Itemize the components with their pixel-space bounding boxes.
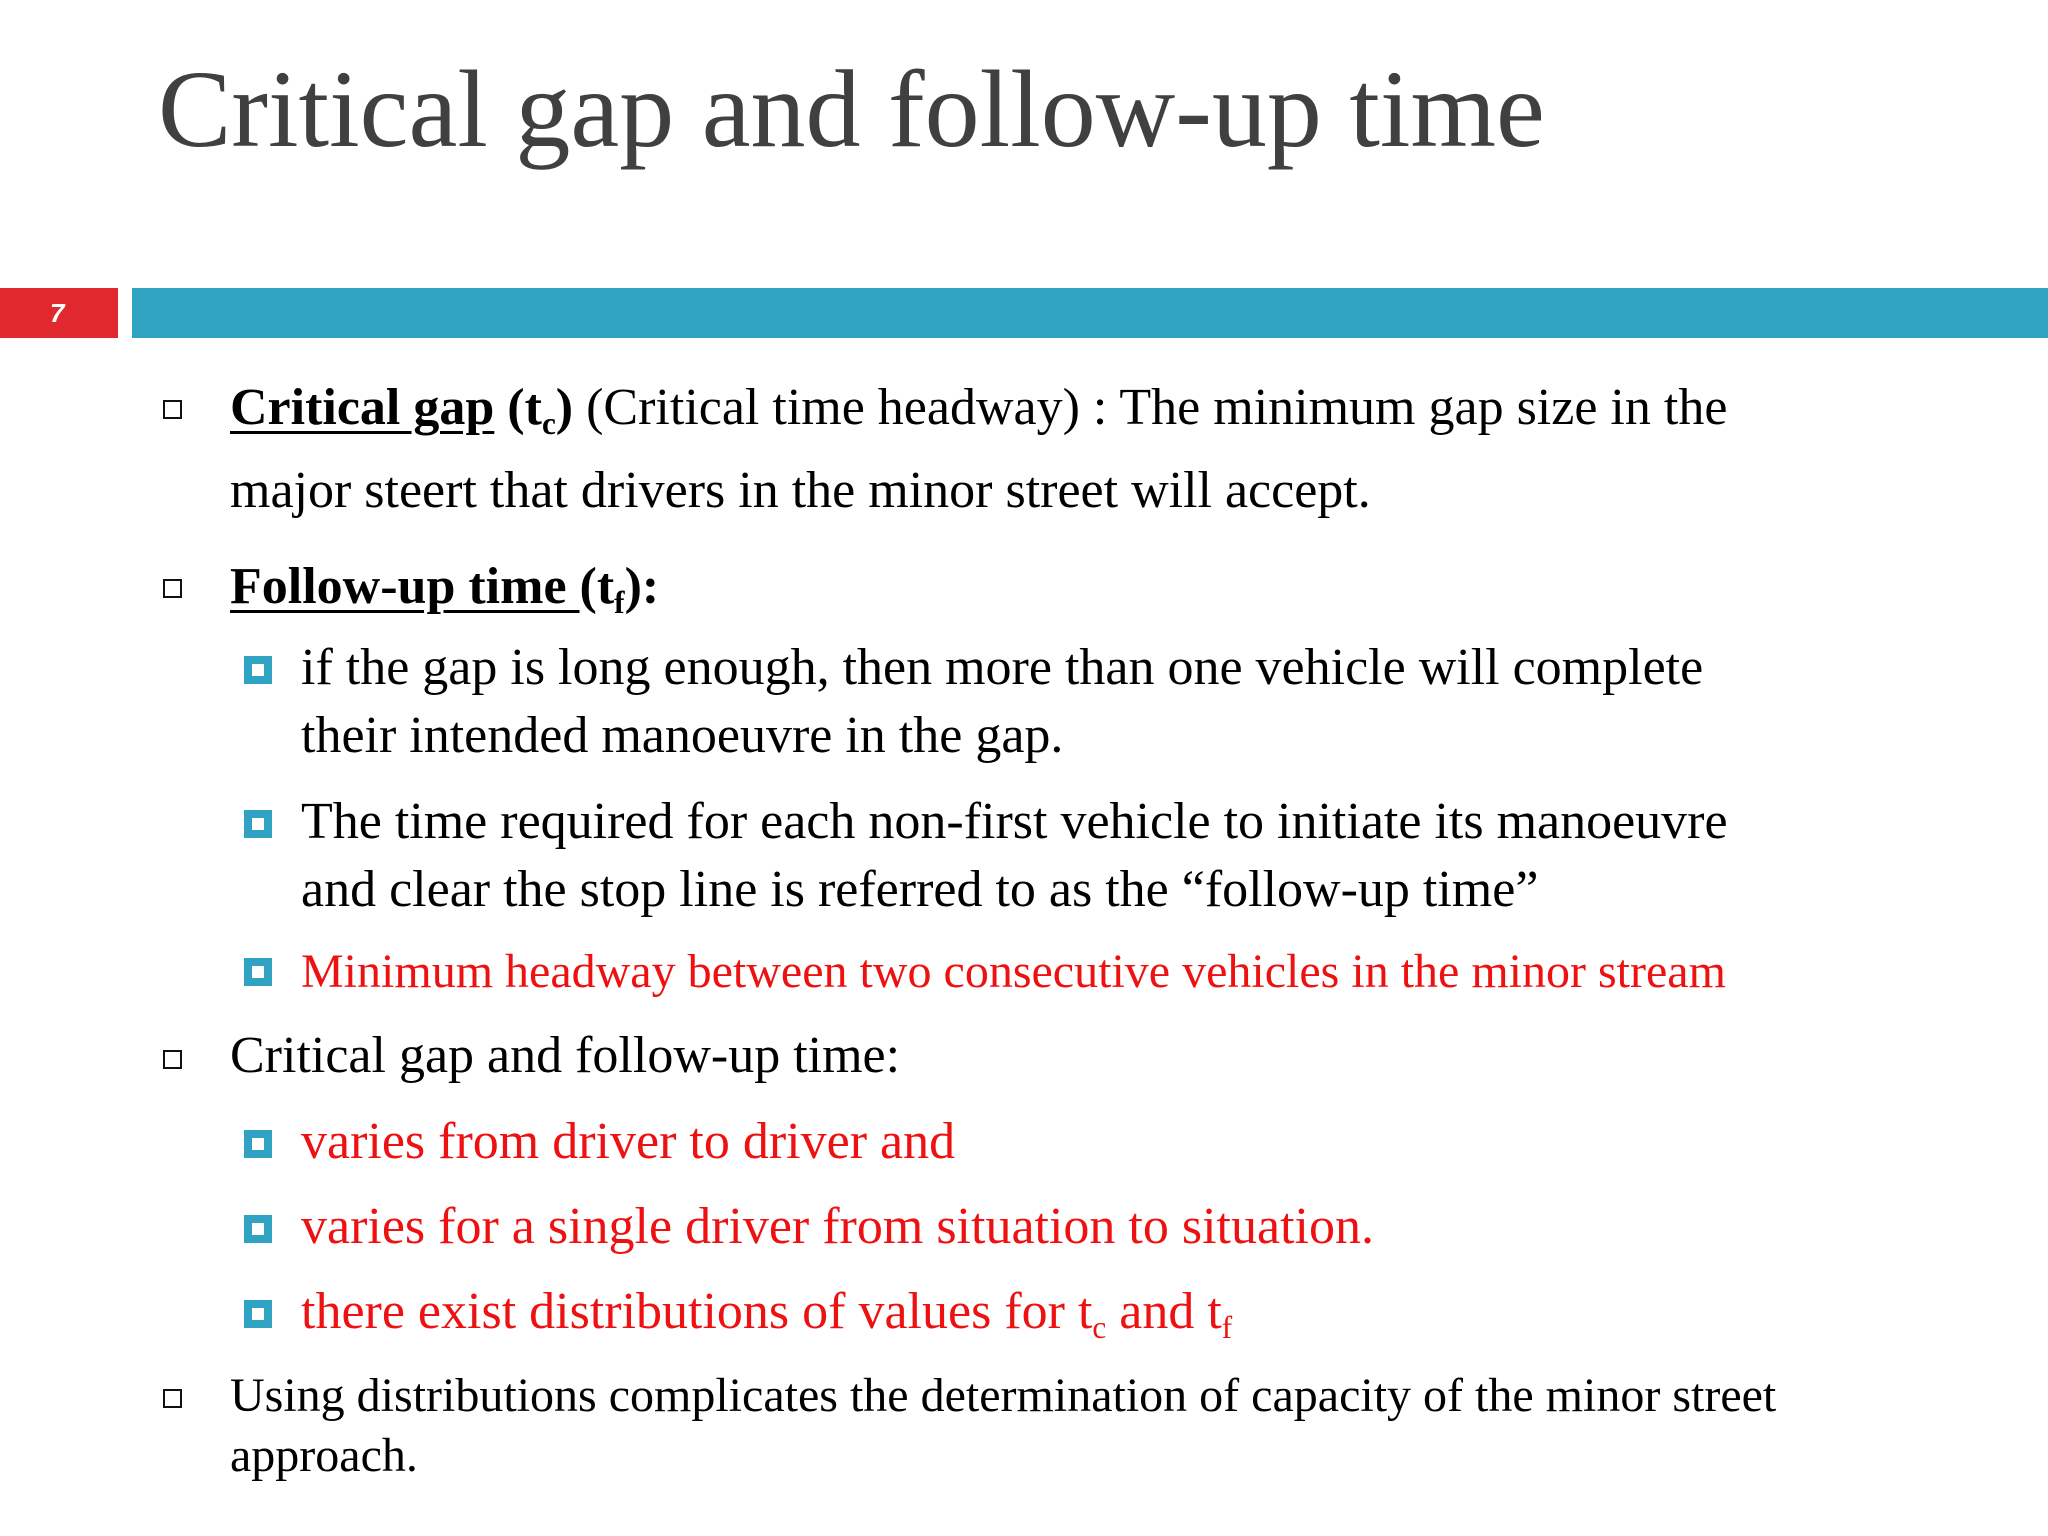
slide-title: Critical gap and follow-up time [158,48,1545,170]
variation-heading: Critical gap and follow-up time: [230,1027,901,1084]
square-sub-bullet-icon [244,656,272,684]
last-bullet-line1: Using distributions complicates the determination of capacity of the minor street [230,1369,1777,1422]
variation-item-1: varies from driver to driver and [301,1113,956,1170]
symbol-close: ): [624,558,660,615]
critical-gap-line1 [230,366,1727,450]
variation-item-3 [301,1278,1232,1346]
distribution-middle: and t [1106,1283,1222,1340]
follow-up-item-2-line1: The time required for each non-first vehicle to initiate its manoeuvre [301,793,1728,850]
critical-gap-term: Critical gap [230,379,495,436]
last-bullet-line2: approach. [230,1429,418,1482]
symbol-sub-c: c [541,405,556,441]
symbol-open: (t [579,558,615,615]
symbol-close: ) [555,379,574,436]
square-bullet-icon [163,1389,182,1408]
square-sub-bullet-icon [244,1215,272,1243]
critical-gap-line2: major steert that drivers in the minor street will accept. [230,462,1371,519]
symbol-sub-f: f [614,584,625,620]
distribution-sub-f: f [1221,1309,1233,1345]
square-bullet-icon [163,400,182,419]
slide-number: 7 [0,288,118,338]
header-band [132,288,2048,338]
distribution-sub-c: c [1092,1309,1107,1345]
square-bullet-icon [163,579,182,598]
square-sub-bullet-icon [244,1300,272,1328]
follow-up-item-1-line2: their intended manoeuvre in the gap. [301,707,1064,764]
follow-up-term: Follow-up time [230,558,580,615]
square-bullet-icon [163,1050,182,1069]
follow-up-symbol [579,558,660,620]
distribution-prefix: there exist distributions of values for t [301,1283,1093,1340]
follow-up-heading [230,545,659,629]
follow-up-item-1-line1: if the gap is long enough, then more than one vehicle will complete [301,639,1704,696]
follow-up-item-2-line2: and clear the stop line is referred to as the “follow-up time” [301,861,1539,918]
square-sub-bullet-icon [244,1130,272,1158]
critical-gap-symbol [507,379,574,441]
symbol-open: (t [507,379,542,436]
critical-gap-definition: (Critical time headway) : The minimum gap size in the [573,379,1728,436]
square-sub-bullet-icon [244,958,272,986]
square-sub-bullet-icon [244,810,272,838]
variation-item-2: varies for a single driver from situation to situation. [301,1198,1374,1255]
follow-up-item-3: Minimum headway between two consecutive vehicles in the minor stream [301,945,1726,998]
